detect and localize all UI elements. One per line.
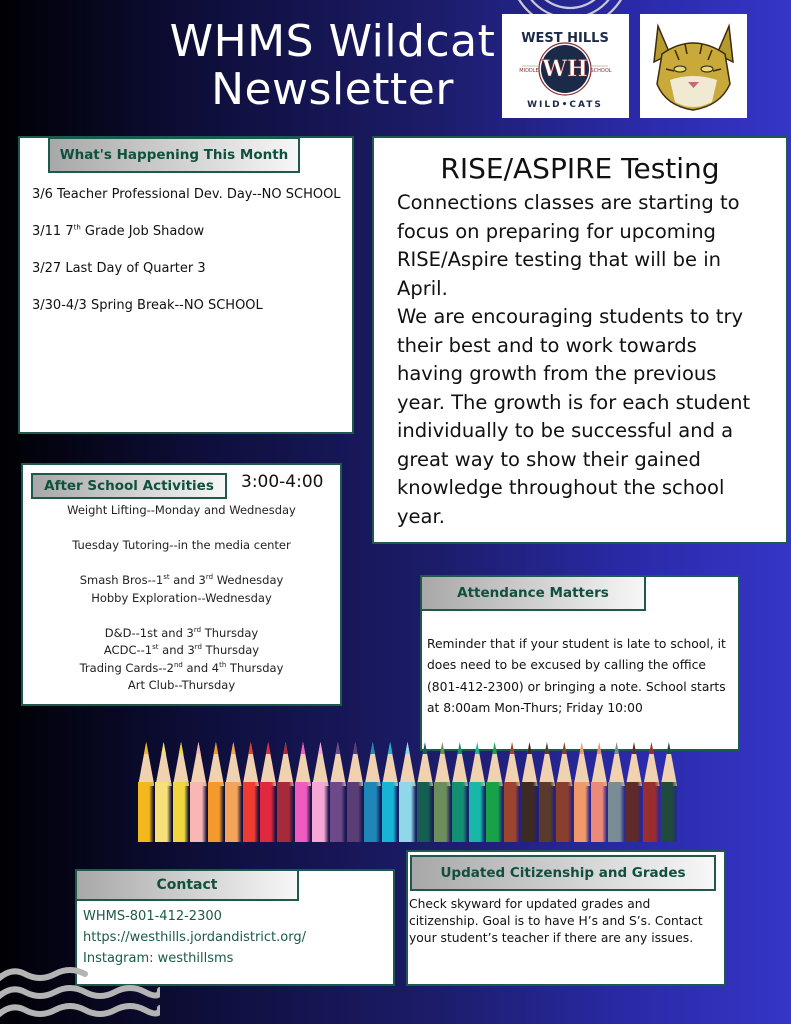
after-school-time: 3:00-4:00: [241, 472, 324, 492]
pencil: [295, 742, 311, 842]
pencil: [643, 742, 659, 842]
pencil: [155, 742, 171, 842]
after-school-card: [21, 463, 342, 706]
pencil: [504, 742, 520, 842]
whats-happening-heading: What's Happening This Month: [48, 137, 300, 173]
activity-item: Art Club--Thursday: [127, 678, 236, 692]
attendance-card: [420, 575, 740, 751]
pencil: [399, 742, 415, 842]
pencil: [225, 742, 241, 842]
pencil: [364, 742, 380, 842]
citizenship-body: Check skyward for updated grades and citizenship. Goal is to have H’s and S’s. Contact your student’s teacher if there are any issues.: [409, 897, 703, 945]
wavy-lines-decoration: [0, 960, 160, 1024]
activity-item: Smash Bros--1st and 3rd Wednesday: [79, 573, 284, 587]
pencil: [574, 742, 590, 842]
activities-list: [23, 502, 340, 695]
rise-aspire-card: [372, 136, 788, 544]
svg-text:MIDDLE: MIDDLE: [519, 68, 539, 74]
attendance-body: Reminder that if your student is late to school, it does need to be excused by calling the office (801-412-2300) or bringing a note. School starts at 8:00am Mon-Thurs; Friday 10:00: [427, 637, 726, 715]
colored-pencils-image: [138, 742, 678, 842]
event-item: 3/6 Teacher Professional Dev. Day--NO SCHOOL: [32, 187, 341, 202]
school-logo-icon: [502, 14, 629, 118]
pencil: [382, 742, 398, 842]
pencil: [417, 742, 433, 842]
pencil: [312, 742, 328, 842]
pencil: [243, 742, 259, 842]
event-item: 3/30-4/3 Spring Break--NO SCHOOL: [32, 298, 263, 313]
rise-aspire-heading: RISE/ASPIRE Testing: [440, 152, 720, 185]
activity-item: Weight Lifting--Monday and Wednesday: [67, 503, 296, 517]
newsletter-title: [160, 18, 505, 114]
rise-aspire-body: [397, 189, 766, 531]
contact-website-link[interactable]: https://westhills.jordandistrict.org/: [83, 930, 306, 945]
attendance-heading: Attendance Matters: [420, 575, 646, 611]
pencil: [556, 742, 572, 842]
contact-heading: Contact: [75, 869, 299, 901]
activity-item: D&D--1st and 3rd Thursday: [104, 625, 259, 640]
activity-item: Hobby Exploration--Wednesday: [91, 590, 272, 605]
pencil: [208, 742, 224, 842]
svg-text:SCHOOL: SCHOOL: [590, 68, 612, 74]
pencil: [521, 742, 537, 842]
rise-paragraph-1: Connections classes are starting to focus on preparing for upcoming RISE/Aspire testing that will be in April.: [397, 191, 740, 300]
events-list: [32, 187, 341, 335]
pencil: [277, 742, 293, 842]
title-line-1: WHMS Wildcat: [169, 16, 496, 67]
pencil: [626, 742, 642, 842]
citizenship-card: [406, 850, 726, 986]
pencil: [608, 742, 624, 842]
pencil: [330, 742, 346, 842]
activity-item: ACDC--1st and 3rd Thursday: [103, 643, 260, 657]
after-school-heading: After School Activities: [31, 473, 227, 499]
svg-text:WH: WH: [542, 56, 588, 82]
pencil: [661, 742, 677, 842]
wildcat-mascot-icon: [640, 14, 747, 118]
pencil: [173, 742, 189, 842]
title-line-2: Newsletter: [211, 64, 454, 115]
contact-instagram[interactable]: Instagram: westhillsms: [83, 951, 234, 966]
contact-phone: WHMS-801-412-2300: [83, 909, 222, 924]
event-item: 3/27 Last Day of Quarter 3: [32, 261, 206, 276]
activity-item: Tuesday Tutoring--in the media center: [72, 538, 291, 552]
pencil: [591, 742, 607, 842]
pencil: [434, 742, 450, 842]
pencil: [469, 742, 485, 842]
citizenship-heading: Updated Citizenship and Grades: [410, 855, 716, 891]
pencil: [347, 742, 363, 842]
pencil: [539, 742, 555, 842]
event-item: 3/11 7th Grade Job Shadow: [32, 223, 205, 239]
pencil: [190, 742, 206, 842]
svg-text:WEST HILLS: WEST HILLS: [521, 31, 609, 46]
pencil: [486, 742, 502, 842]
svg-text:WILD•CATS: WILD•CATS: [527, 100, 603, 110]
pencil: [260, 742, 276, 842]
activity-item: Trading Cards--2nd and 4th Thursday: [79, 660, 284, 675]
rise-paragraph-2: We are encouraging students to try their best and to work towards having growth from the previous year. The growth is for each student individually to be successful and a great way to show their gained knowledge throughout the school year.: [397, 305, 751, 528]
pencil: [138, 742, 154, 842]
whats-happening-card: [18, 136, 354, 434]
pencil: [452, 742, 468, 842]
